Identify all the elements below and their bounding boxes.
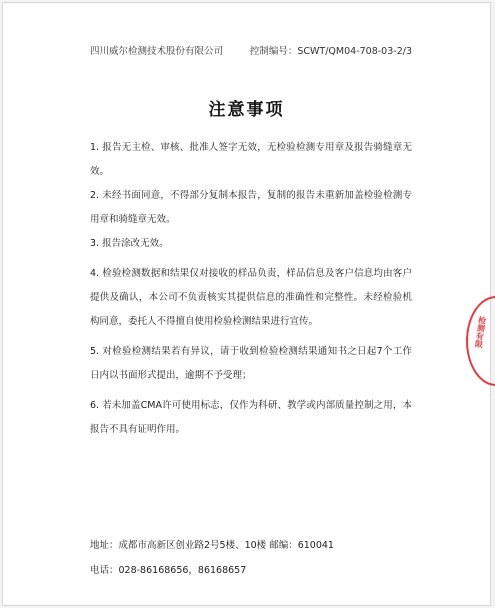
footer-phone: 电话：028-86168656，86168657 [90,565,247,576]
control-number: 控制编号：SCWT/QM04-708-03-2/3 [249,46,412,57]
page-header [90,43,412,57]
seal-text: 检测有限 [473,315,488,349]
page-title: 注意事项 [208,100,285,120]
document-page [2,2,491,606]
footer-address: 地址：成都市高新区创业路2号5楼、10楼 邮编：610041 [90,540,334,551]
note-item-6: 6. 若未加盖CMA许可使用标志，仅作为科研、教学或内部质量控制之用，本报告不具有证明作用。 [90,400,412,435]
note-item-1: 1. 报告无主检、审核、批准人签字无效，无检验检测专用章及报告骑缝章无效。 [90,142,412,177]
note-item-3: 3. 报告涂改无效。 [90,238,169,249]
note-item-5: 5. 对检验检测结果若有异议，请于收到检验检测结果通知书之日起7个工作日内以书面形式提出，逾期不予受理； [90,346,412,381]
note-item-2: 2. 未经书面同意，不得部分复制本报告，复制的报告未重新加盖检验检测专用章和骑缝章无效。 [90,190,412,225]
company-name: 四川威尔检测技术股份有限公司 [90,46,224,57]
note-item-4: 4. 检验检测数据和结果仅对接收的样品负责，样品信息及客户信息均由客户提供及确认，本公司不负责核实其提供信息的准确性和完整性。未经检验机构同意，委托人不得擅自使用检验检测结果进行宣传。 [90,268,412,327]
